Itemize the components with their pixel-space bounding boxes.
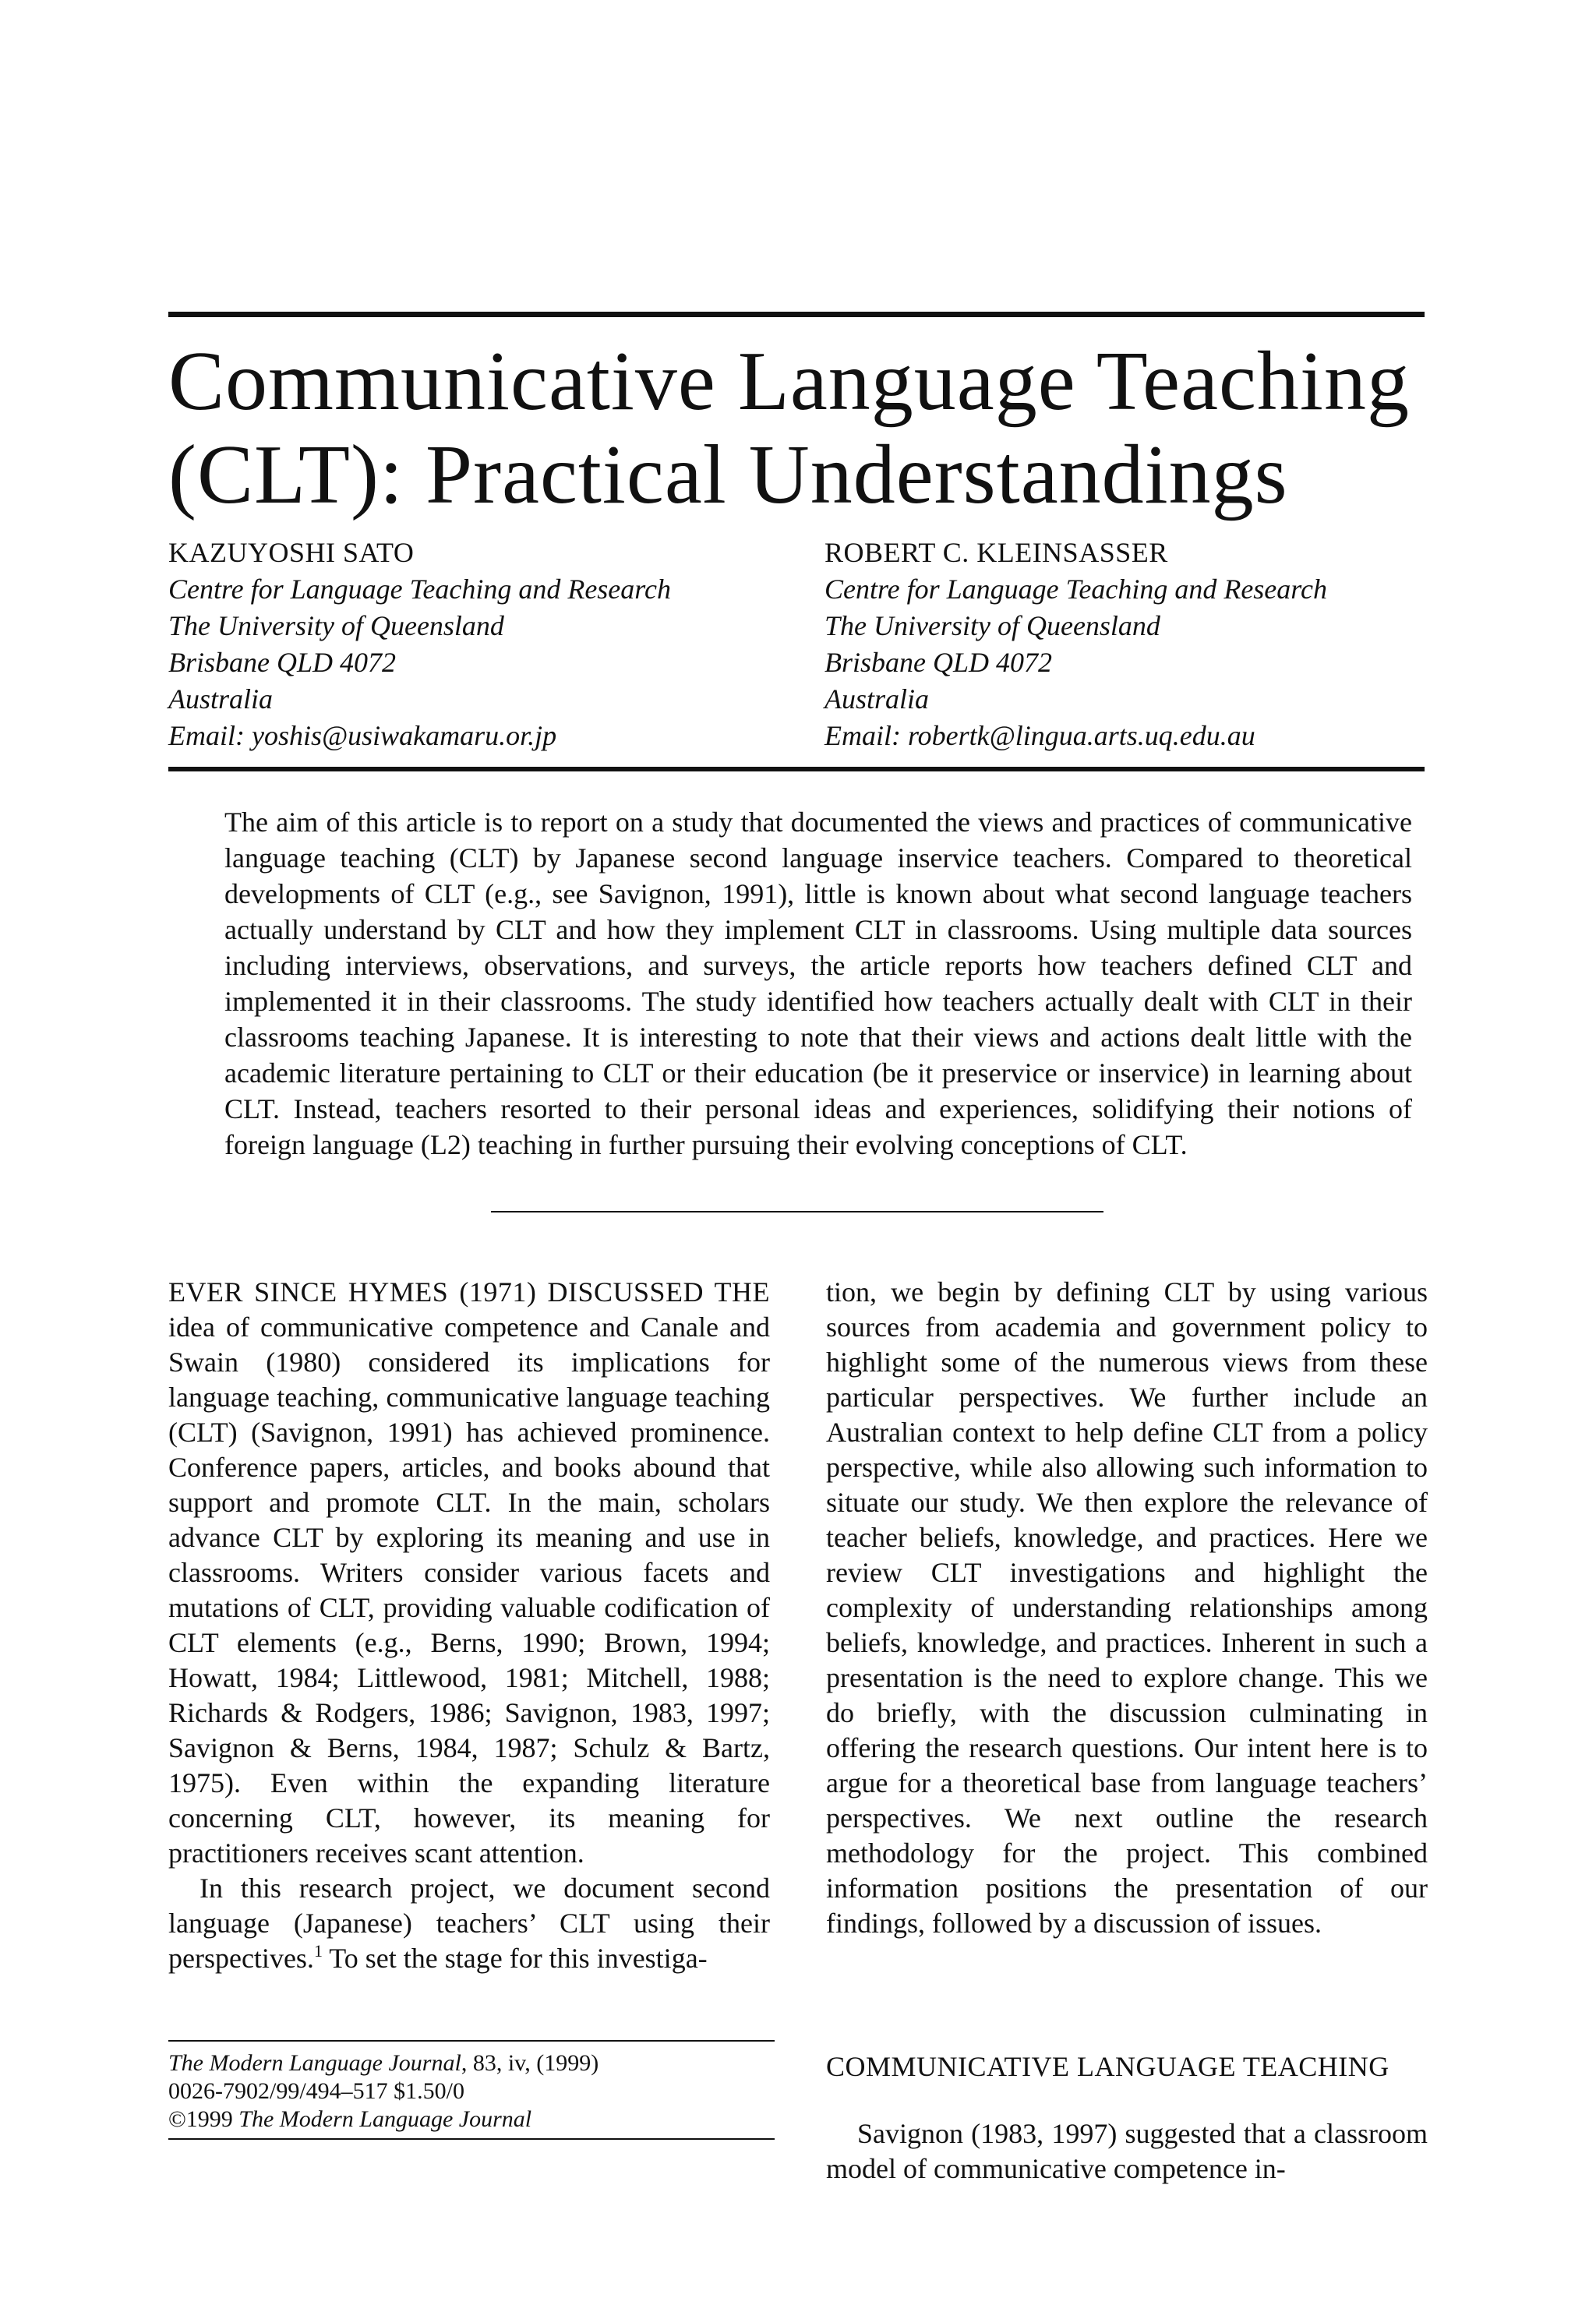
author-affiliation: Centre for Language Teaching and Research: [824, 574, 1327, 605]
lead-in-caps: EVER SINCE HYMES (1971) DISCUSSED THE: [168, 1276, 770, 1308]
title-line-2: (CLT): Practical Understandings: [168, 429, 1288, 521]
paragraph-text-tail: To set the stage for this investiga-: [322, 1943, 708, 1974]
author-university: The University of Queensland: [824, 610, 1160, 641]
copyright-journal: The Modern Language Journal: [238, 2106, 532, 2132]
author-affiliation: Centre for Language Teaching and Research: [168, 574, 671, 605]
footnote-marker: 1: [313, 1941, 323, 1961]
paragraph-text: idea of communicative competence and Canale and Swain (1980) considered its implications for language teaching, communicative language teaching (CLT) (Savignon, 1991) has achieved prominence. Conference papers, articles, and books abound that support and promote CLT. In the main, scholars advance CLT by exploring its meaning and use in classrooms. Writers consider various facets and mutations of CLT, providing valuable codification of CLT elements (e.g., Berns, 1990; Brown, 1994; Howatt, 1984; Littlewood, 1981; Mitchell, 1988; Richards & Rodgers, 1986; Savignon, 1983, 1997; Savignon & Berns, 1984, 1987; Schulz & Bartz, 1975). Even within the expanding literature concerning CLT, however, its meaning for practitioners receives scant attention.: [168, 1311, 770, 1869]
author-city: Brisbane QLD 4072: [168, 647, 397, 678]
article-title: [168, 335, 1431, 522]
abstract-end-rule: [491, 1211, 1103, 1212]
copyright-year: ©1999: [168, 2106, 233, 2132]
title-line-1: Communicative Language Teaching: [168, 335, 1410, 428]
footnote-copyright: [168, 2105, 775, 2134]
section-heading: COMMUNICATIVE LANGUAGE TEACHING: [826, 2051, 1389, 2082]
footnote-issn: 0026-7902/99/494–517 $1.50/0: [168, 2078, 464, 2104]
body-column-left: [168, 1275, 770, 1976]
author-name: KAZUYOSHI SATO: [168, 537, 415, 568]
author-country: Australia: [824, 683, 930, 715]
body-paragraph-3: tion, we begin by defining CLT by using various sources from academia and government policy to highlight some of the numerous views from these particular perspectives. We further include an Australian context to help define CLT from a policy perspective, while also allowing such information to situate our study. We then explore the relevance of teacher beliefs, knowledge, and practices. Here we review CLT investigations and highlight the complexity of understanding relationships among beliefs, knowledge, and practices. Inherent in such a presentation is the need to explore change. This we do briefly, with the discussion culminating in offering the research questions. Our intent here is to argue for a theoretical base from language teachers’ perspectives. We next outline the research methodology for the project. This combined information positions the presentation of our findings, followed by a discussion of issues.: [826, 1276, 1428, 1939]
top-rule: [168, 312, 1425, 317]
author-block-sato: [168, 535, 761, 754]
author-block-kleinsasser: [824, 535, 1417, 754]
author-city: Brisbane QLD 4072: [824, 647, 1053, 678]
author-country: Australia: [168, 683, 274, 715]
body-paragraph-2: [168, 1871, 770, 1976]
paragraph-text: In this research project, we document second language (Japanese) teachers’ CLT using their perspectives.: [168, 1872, 770, 1974]
body-paragraph-1: [168, 1275, 770, 1871]
body-paragraph-4: Savignon (1983, 1997) suggested that a classroom model of communicative competence in-: [826, 2118, 1428, 2184]
author-email: Email: robertk@lingua.arts.uq.edu.au: [824, 720, 1255, 751]
journal-footnote: [168, 2040, 775, 2140]
header-divider-rule: [168, 767, 1425, 771]
body-column-right-continued: [826, 2116, 1428, 2187]
journal-name: The Modern Language Journal: [168, 2050, 461, 2076]
body-column-right: [826, 1275, 1428, 1941]
footnote-line-1: [168, 2049, 775, 2077]
abstract: The aim of this article is to report on a study that documented the views and practices of communicative language teaching (CLT) by Japanese second language inservice teachers. Compared to theoretical developments of CLT (e.g., see Savignon, 1991), little is known about what second language teachers actually understand by CLT and how they implement CLT in classrooms. Using multiple data sources including interviews, observations, and surveys, the article reports how teachers defined CLT and implemented it in their classrooms. The study identified how teachers actually dealt with CLT in their classrooms teaching Japanese. It is interesting to note that their views and actions dealt little with the academic literature pertaining to CLT or their education (be it preservice or inservice) in learning about CLT. Instead, teachers resorted to their personal ideas and experiences, solidifying their notions of foreign language (L2) teaching in further pursuing their evolving conceptions of CLT.: [224, 807, 1412, 1160]
author-email: Email: yoshis@usiwakamaru.or.jp: [168, 720, 557, 751]
journal-volume: , 83, iv, (1999): [461, 2050, 599, 2076]
author-university: The University of Queensland: [168, 610, 504, 641]
author-name: ROBERT C. KLEINSASSER: [824, 537, 1168, 568]
